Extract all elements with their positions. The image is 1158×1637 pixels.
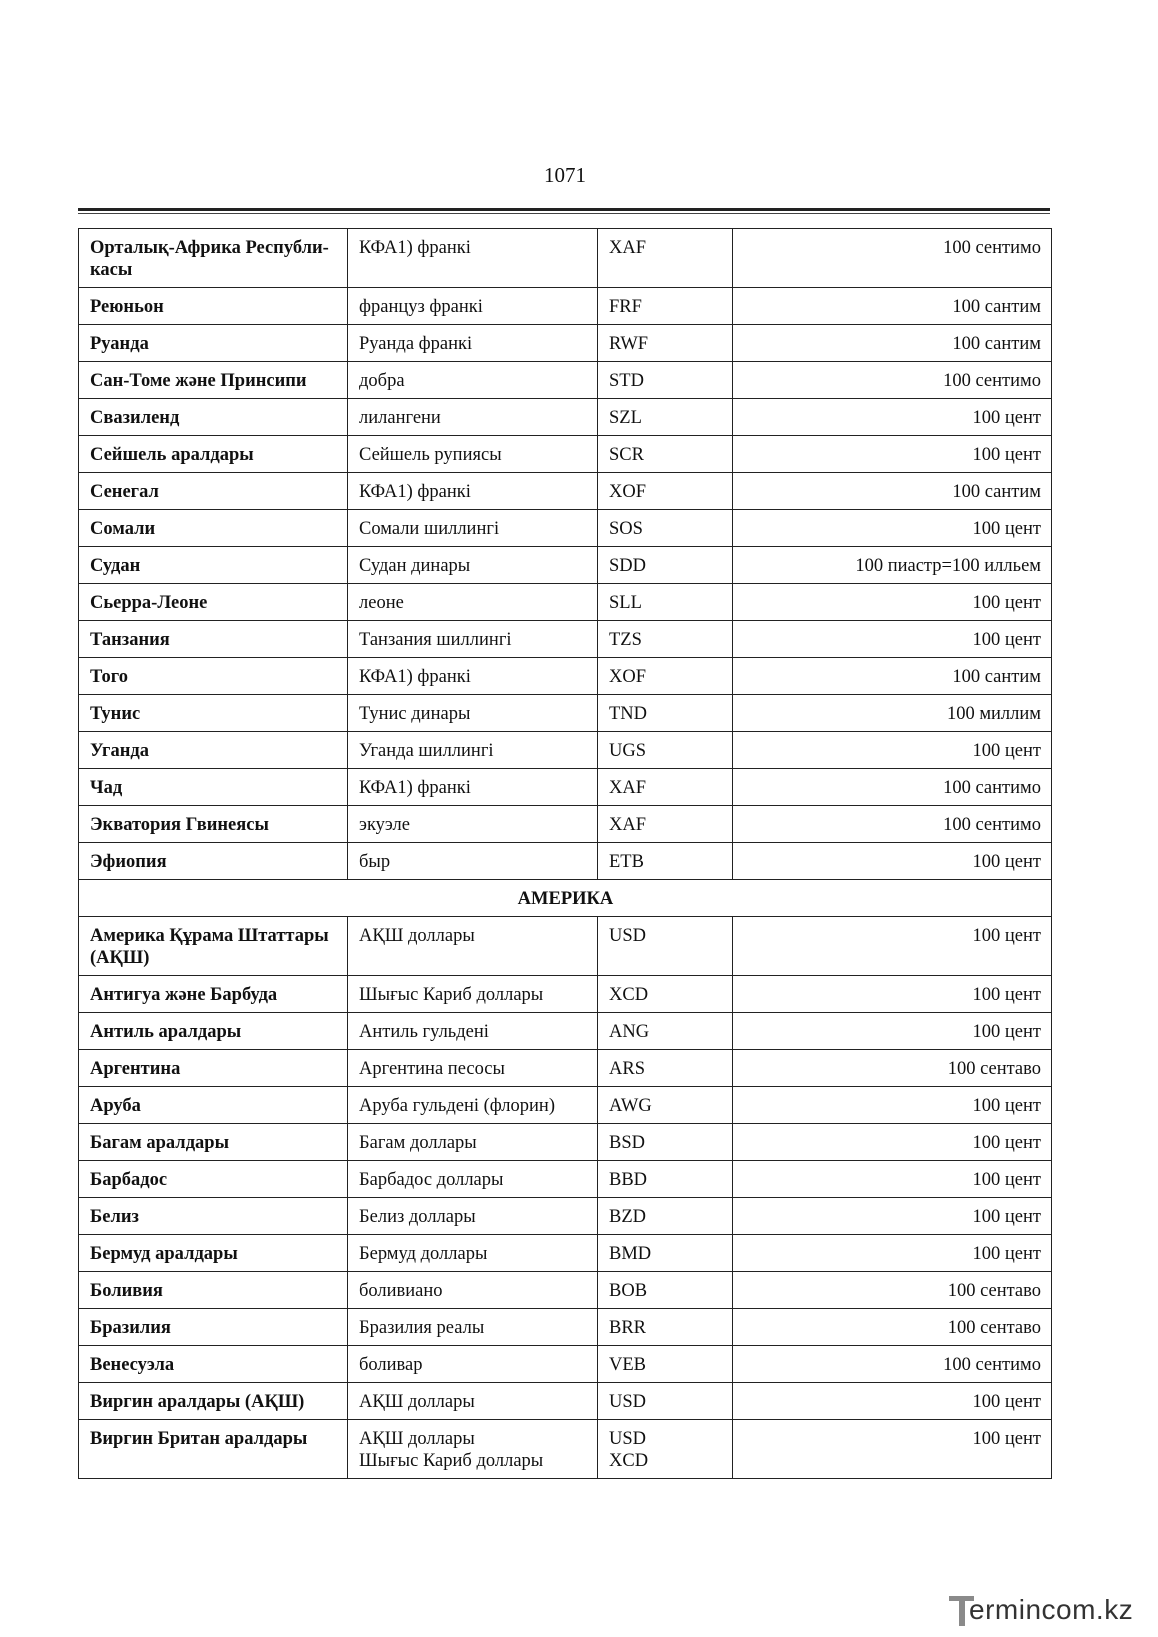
table-row	[79, 473, 1052, 510]
country-cell: Багам аралдары	[79, 1124, 348, 1161]
country-cell: Венесуэла	[79, 1346, 348, 1383]
subunit-cell: 100 цент	[733, 510, 1052, 547]
subunit-cell: 100 сентимо	[733, 229, 1052, 288]
currency-code-cell: TND	[598, 695, 733, 732]
currency-code-cell: BRR	[598, 1309, 733, 1346]
subunit-cell: 100 сантим	[733, 325, 1052, 362]
currency-code-cell: ETB	[598, 843, 733, 880]
table-row	[79, 806, 1052, 843]
table-row	[79, 288, 1052, 325]
country-cell: Виргин Британ аралдары	[79, 1420, 348, 1479]
currency-code-cell: BZD	[598, 1198, 733, 1235]
table-row	[79, 732, 1052, 769]
currency-name-cell: француз франкі	[348, 288, 598, 325]
currency-name-cell: Сомали шиллингі	[348, 510, 598, 547]
table-row	[79, 1346, 1052, 1383]
header-rule-thin	[78, 213, 1050, 214]
country-cell: Виргин аралдары (АҚШ)	[79, 1383, 348, 1420]
currency-name-cell: Бразилия реалы	[348, 1309, 598, 1346]
country-cell: Барбадос	[79, 1161, 348, 1198]
country-cell: Танзания	[79, 621, 348, 658]
currency-code-cell: UGS	[598, 732, 733, 769]
table-row	[79, 547, 1052, 584]
currency-code-cell: XOF	[598, 473, 733, 510]
currency-name-cell: Антиль гульдені	[348, 1013, 598, 1050]
currency-name-cell: Сейшель рупиясы	[348, 436, 598, 473]
currency-code-cell: BBD	[598, 1161, 733, 1198]
table-row	[79, 976, 1052, 1013]
subunit-cell: 100 миллим	[733, 695, 1052, 732]
currency-name-cell: КФА1) франкі	[348, 658, 598, 695]
table-row	[79, 1124, 1052, 1161]
table-row	[79, 1235, 1052, 1272]
subunit-cell: 100 сентаво	[733, 1272, 1052, 1309]
subunit-cell: 100 цент	[733, 917, 1052, 976]
subunit-cell: 100 цент	[733, 1087, 1052, 1124]
subunit-cell: 100 цент	[733, 621, 1052, 658]
subunit-cell: 100 цент	[733, 1013, 1052, 1050]
country-cell: Сьерра-Леоне	[79, 584, 348, 621]
subunit-cell: 100 цент	[733, 732, 1052, 769]
country-cell: Сенегал	[79, 473, 348, 510]
table-row	[79, 695, 1052, 732]
currency-code-cell: ARS	[598, 1050, 733, 1087]
table-row	[79, 1161, 1052, 1198]
subunit-cell: 100 сантим	[733, 473, 1052, 510]
currency-code-cell: SCR	[598, 436, 733, 473]
country-cell: Руанда	[79, 325, 348, 362]
currency-code-cell: SZL	[598, 399, 733, 436]
currency-name-cell: леоне	[348, 584, 598, 621]
subunit-cell: 100 цент	[733, 843, 1052, 880]
currency-code-cell: XOF	[598, 658, 733, 695]
currency-code-cell: USD XCD	[598, 1420, 733, 1479]
subunit-cell: 100 сентаво	[733, 1050, 1052, 1087]
country-cell: Тунис	[79, 695, 348, 732]
table-row	[79, 621, 1052, 658]
subunit-cell: 100 цент	[733, 1383, 1052, 1420]
table-row	[79, 1050, 1052, 1087]
currency-name-cell: лилангени	[348, 399, 598, 436]
subunit-cell: 100 пиастр=100 илльем	[733, 547, 1052, 584]
country-cell: Судан	[79, 547, 348, 584]
country-cell: Боливия	[79, 1272, 348, 1309]
currency-code-cell: BSD	[598, 1124, 733, 1161]
currency-name-cell: Тунис динары	[348, 695, 598, 732]
currency-name-cell: КФА1) франкі	[348, 769, 598, 806]
table-row	[79, 436, 1052, 473]
currency-name-cell: Бермуд доллары	[348, 1235, 598, 1272]
currency-name-cell: Барбадос доллары	[348, 1161, 598, 1198]
currency-code-cell: VEB	[598, 1346, 733, 1383]
currency-name-cell: Руанда франкі	[348, 325, 598, 362]
currency-code-cell: USD	[598, 1383, 733, 1420]
table-row	[79, 1013, 1052, 1050]
subunit-cell: 100 сентаво	[733, 1309, 1052, 1346]
currency-code-cell: BOB	[598, 1272, 733, 1309]
currency-code-cell: USD	[598, 917, 733, 976]
section-heading: АМЕРИКА	[79, 880, 1052, 917]
country-cell: Бразилия	[79, 1309, 348, 1346]
country-cell: Сомали	[79, 510, 348, 547]
currency-code-cell: RWF	[598, 325, 733, 362]
country-cell: Белиз	[79, 1198, 348, 1235]
country-cell: Аргентина	[79, 1050, 348, 1087]
currency-name-cell: экуэле	[348, 806, 598, 843]
country-cell: Уганда	[79, 732, 348, 769]
country-cell: Свазиленд	[79, 399, 348, 436]
currency-name-cell: Танзания шиллингі	[348, 621, 598, 658]
subunit-cell: 100 цент	[733, 1235, 1052, 1272]
currency-name-cell: боливиано	[348, 1272, 598, 1309]
currency-code-cell: XAF	[598, 769, 733, 806]
currency-name-cell: АҚШ доллары Шығыс Кариб доллары	[348, 1420, 598, 1479]
currency-name-cell: КФА1) франкі	[348, 473, 598, 510]
currency-name-cell: добра	[348, 362, 598, 399]
table-row	[79, 843, 1052, 880]
subunit-cell: 100 цент	[733, 584, 1052, 621]
currency-name-cell: Багам доллары	[348, 1124, 598, 1161]
currency-code-cell: ANG	[598, 1013, 733, 1050]
subunit-cell: 100 сантим	[733, 288, 1052, 325]
subunit-cell: 100 цент	[733, 976, 1052, 1013]
subunit-cell: 100 цент	[733, 1198, 1052, 1235]
country-cell: Эфиопия	[79, 843, 348, 880]
country-cell: Орталық-Африка Республи-касы	[79, 229, 348, 288]
table-row	[79, 229, 1052, 288]
currency-name-cell: быр	[348, 843, 598, 880]
country-cell: Экватория Гвинеясы	[79, 806, 348, 843]
table-row	[79, 325, 1052, 362]
subunit-cell: 100 цент	[733, 1161, 1052, 1198]
currency-name-cell: Аруба гульдені (флорин)	[348, 1087, 598, 1124]
currency-name-cell: Аргентина песосы	[348, 1050, 598, 1087]
currency-code-cell: STD	[598, 362, 733, 399]
currency-code-cell: FRF	[598, 288, 733, 325]
currency-name-cell: Белиз доллары	[348, 1198, 598, 1235]
country-cell: Бермуд аралдары	[79, 1235, 348, 1272]
header-rule	[78, 208, 1050, 211]
table-row	[79, 1272, 1052, 1309]
table-row	[79, 510, 1052, 547]
table-row	[79, 1383, 1052, 1420]
currency-name-cell: КФА1) франкі	[348, 229, 598, 288]
watermark-logo	[945, 1592, 1150, 1632]
currency-code-cell: BMD	[598, 1235, 733, 1272]
country-cell: Америка Құрама Штаттары (АҚШ)	[79, 917, 348, 976]
country-cell: Реюньон	[79, 288, 348, 325]
currency-code-cell: XCD	[598, 976, 733, 1013]
table-row	[79, 1309, 1052, 1346]
currency-code-cell: SDD	[598, 547, 733, 584]
currency-code-cell: SLL	[598, 584, 733, 621]
country-cell: Антигуа және Барбуда	[79, 976, 348, 1013]
currency-name-cell: боливар	[348, 1346, 598, 1383]
currency-name-cell: Шығыс Кариб доллары	[348, 976, 598, 1013]
currency-code-cell: SOS	[598, 510, 733, 547]
table-row	[79, 1198, 1052, 1235]
currency-name-cell: АҚШ доллары	[348, 917, 598, 976]
section-row	[79, 880, 1052, 917]
table-row	[79, 658, 1052, 695]
table-row	[79, 769, 1052, 806]
country-cell: Сейшель аралдары	[79, 436, 348, 473]
table-row	[79, 1087, 1052, 1124]
subunit-cell: 100 цент	[733, 1124, 1052, 1161]
logo-t-stem	[959, 1596, 965, 1626]
country-cell: Антиль аралдары	[79, 1013, 348, 1050]
logo-text: ermincom.kz	[969, 1594, 1134, 1625]
currency-name-cell: Судан динары	[348, 547, 598, 584]
subunit-cell: 100 цент	[733, 399, 1052, 436]
subunit-cell: 100 сантимо	[733, 769, 1052, 806]
country-cell: Чад	[79, 769, 348, 806]
currency-code-cell: XAF	[598, 229, 733, 288]
subunit-cell: 100 цент	[733, 436, 1052, 473]
country-cell: Аруба	[79, 1087, 348, 1124]
table-row	[79, 1420, 1052, 1479]
currency-code-cell: XAF	[598, 806, 733, 843]
currency-name-cell: Уганда шиллингі	[348, 732, 598, 769]
currency-code-cell: TZS	[598, 621, 733, 658]
table-row	[79, 584, 1052, 621]
subunit-cell: 100 сентимо	[733, 362, 1052, 399]
country-cell: Сан-Томе және Принсипи	[79, 362, 348, 399]
currency-table	[78, 228, 1052, 1479]
subunit-cell: 100 сентимо	[733, 1346, 1052, 1383]
country-cell: Того	[79, 658, 348, 695]
subunit-cell: 100 цент	[733, 1420, 1052, 1479]
table-row	[79, 917, 1052, 976]
currency-code-cell: AWG	[598, 1087, 733, 1124]
subunit-cell: 100 сантим	[733, 658, 1052, 695]
currency-table-body	[79, 229, 1052, 1479]
currency-name-cell: АҚШ доллары	[348, 1383, 598, 1420]
page-number: 1071	[544, 163, 586, 187]
table-row	[79, 399, 1052, 436]
subunit-cell: 100 сентимо	[733, 806, 1052, 843]
table-row	[79, 362, 1052, 399]
